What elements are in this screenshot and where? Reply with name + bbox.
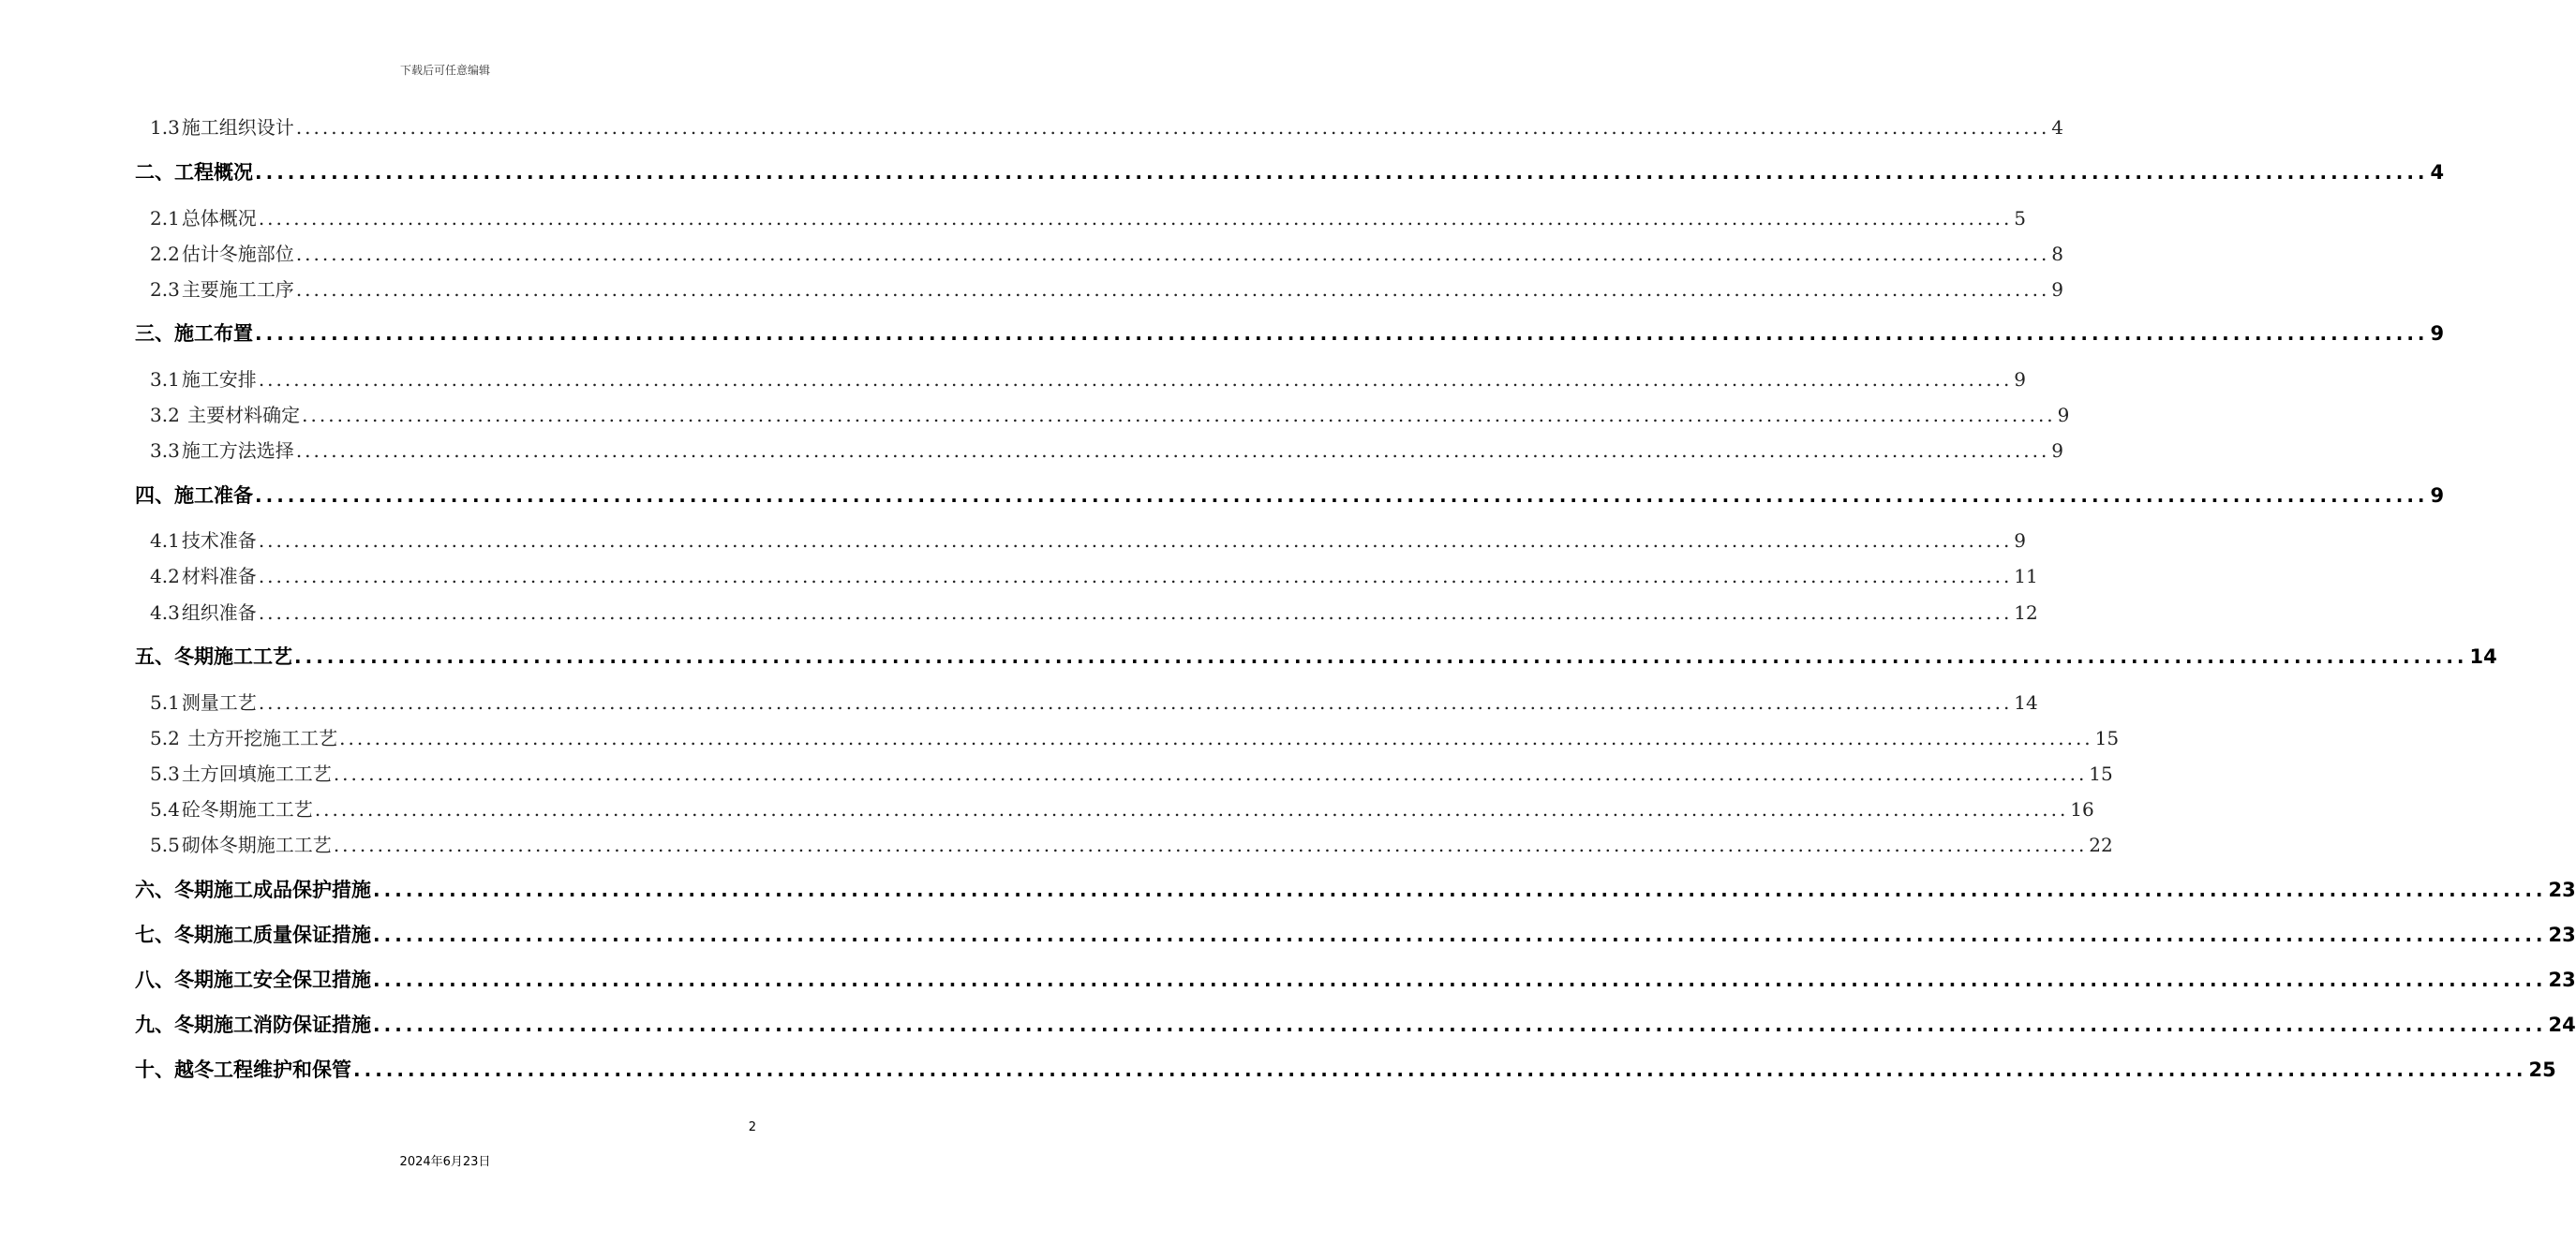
toc-entry-number: 5.1: [150, 691, 180, 714]
toc-entry-number: 三、: [135, 322, 174, 345]
toc-entry-number: 3.3: [150, 439, 180, 462]
toc-entry-title: 主要施工工序: [181, 278, 294, 301]
toc-entry-title: 冬期施工安全保卫措施: [174, 969, 371, 991]
toc-entry-number: 八、: [135, 969, 174, 991]
toc-dot-leader: ........................................................................................................................................................................................................: [255, 322, 2429, 345]
toc-entry[interactable]: [135, 318, 2445, 347]
toc-dot-leader: ........................................................................................................................................................................................................: [295, 278, 2050, 301]
toc-entry-number: 3.1: [150, 368, 180, 391]
toc-entry[interactable]: [150, 112, 2064, 140]
toc-entry-number: 5.2: [150, 727, 180, 749]
toc-entry-page: 16: [2070, 798, 2094, 821]
toc-entry[interactable]: [150, 239, 2064, 266]
toc-entry-title: 冬期施工消防保证措施: [174, 1014, 371, 1036]
toc-dot-leader: ........................................................................................................................................................................................................: [258, 529, 2013, 552]
toc-dot-leader: ........................................................................................................................................................................................................: [295, 243, 2050, 265]
toc-entry-page: 4: [2430, 161, 2445, 184]
toc-entry-number: 2.3: [150, 278, 180, 301]
toc-dot-leader: ........................................................................................................................................................................................................: [373, 969, 2547, 991]
toc-entry-title: 施工方法选择: [181, 439, 294, 462]
toc-entry-number: 4.3: [150, 601, 180, 624]
toc-entry[interactable]: [150, 203, 2027, 230]
toc-entry-page: 22: [2089, 834, 2113, 856]
toc-entry-title: 冬期施工质量保证措施: [174, 924, 371, 946]
toc-entry-page: 15: [2089, 763, 2113, 785]
toc-entry-number: 十、: [135, 1059, 174, 1081]
toc-entry[interactable]: [135, 481, 2445, 509]
toc-entry-title: 技术准备: [181, 529, 257, 552]
toc-entry-title: 总体概况: [181, 207, 257, 230]
toc-entry[interactable]: [150, 436, 2064, 463]
toc-dot-leader: ........................................................................................................................................................................................................: [295, 116, 2050, 139]
toc-dot-leader: ........................................................................................................................................................................................................: [302, 404, 2056, 426]
toc-entry-title: 施工安排: [181, 368, 257, 391]
toc-entry-page: 4: [2051, 116, 2064, 139]
toc-entry-title: 材料准备: [181, 565, 257, 587]
toc-entry-title: 土方开挖施工工艺: [181, 727, 338, 749]
toc-entry-page: 8: [2051, 243, 2064, 265]
toc-entry-title: 工程概况: [174, 161, 253, 184]
toc-entry[interactable]: [150, 364, 2027, 392]
toc-entry[interactable]: [135, 965, 2576, 993]
toc-entry-title: 估计冬施部位: [181, 243, 294, 265]
toc-entry-number: 二、: [135, 161, 174, 184]
toc-entry-page: 12: [2014, 601, 2038, 624]
toc-entry-page: 23: [2548, 879, 2576, 901]
toc-entry-title: 砼冬期施工工艺: [181, 798, 313, 821]
toc-entry-number: 2.1: [150, 207, 180, 230]
toc-dot-leader: ........................................................................................................................................................................................................: [295, 439, 2050, 462]
toc-dot-leader: ........................................................................................................................................................................................................: [255, 161, 2429, 184]
toc-dot-leader: ........................................................................................................................................................................................................: [258, 691, 2013, 714]
toc-entry-title: 施工布置: [174, 322, 253, 345]
toc-entry[interactable]: [150, 274, 2064, 302]
toc-entry-title: 施工组织设计: [181, 116, 294, 139]
toc-entry-page: 9: [2014, 529, 2027, 552]
toc-entry-page: 9: [2430, 322, 2445, 345]
page-header: 下载后可任意编辑: [399, 64, 490, 77]
toc-entry-title: 越冬工程维护和保管: [174, 1059, 351, 1081]
toc-entry-page: 23: [2548, 924, 2576, 946]
toc-entry-number: 4.1: [150, 529, 180, 552]
toc-entry-number: 5.3: [150, 763, 180, 785]
toc-entry-number: 1.3: [150, 116, 180, 139]
toc-entry-number: 七、: [135, 924, 174, 946]
toc-entry[interactable]: [150, 723, 2120, 750]
toc-entry-title: 组织准备: [181, 601, 257, 624]
toc-entry[interactable]: [150, 794, 2094, 822]
toc-entry[interactable]: [150, 598, 2038, 625]
toc-dot-leader: ........................................................................................................................................................................................................: [333, 834, 2088, 856]
toc-entry[interactable]: [135, 920, 2576, 948]
toc-dot-leader: ........................................................................................................................................................................................................: [339, 727, 2093, 749]
toc-entry-page: 9: [2014, 368, 2027, 391]
toc-entry[interactable]: [135, 875, 2576, 903]
toc-dot-leader: ........................................................................................................................................................................................................: [314, 798, 2069, 821]
toc-entry-page: 11: [2014, 565, 2038, 587]
toc-entry-title: 主要材料确定: [181, 404, 301, 426]
toc-entry-title: 砌体冬期施工工艺: [181, 834, 332, 856]
toc-dot-leader: ........................................................................................................................................................................................................: [294, 645, 2468, 668]
toc-entry-page: 25: [2528, 1059, 2556, 1081]
toc-dot-leader: ........................................................................................................................................................................................................: [258, 207, 2013, 230]
toc-dot-leader: ........................................................................................................................................................................................................: [258, 601, 2013, 624]
toc-entry[interactable]: [135, 1055, 2556, 1083]
toc-entry[interactable]: [135, 642, 2497, 670]
toc-entry-number: 2.2: [150, 243, 180, 265]
toc-entry[interactable]: [150, 400, 2070, 427]
toc-entry-title: 测量工艺: [181, 691, 257, 714]
toc-entry[interactable]: [150, 759, 2113, 786]
toc-entry-page: 9: [2430, 484, 2445, 507]
page-number: 2: [748, 1120, 756, 1134]
toc-dot-leader: ........................................................................................................................................................................................................: [333, 763, 2088, 785]
toc-entry-page: 24: [2548, 1014, 2576, 1036]
toc-dot-leader: ........................................................................................................................................................................................................: [353, 1059, 2527, 1081]
toc-entry-number: 六、: [135, 879, 174, 901]
toc-entry-page: 9: [2057, 404, 2070, 426]
toc-entry-number: 3.2: [150, 404, 180, 426]
toc-dot-leader: ........................................................................................................................................................................................................: [255, 484, 2429, 507]
toc-entry-page: 15: [2094, 727, 2120, 749]
toc-entry-page: 9: [2051, 278, 2064, 301]
toc-dot-leader: ........................................................................................................................................................................................................: [258, 368, 2013, 391]
toc-entry-page: 9: [2051, 439, 2064, 462]
toc-entry-page: 14: [2014, 691, 2038, 714]
toc-dot-leader: ........................................................................................................................................................................................................: [373, 924, 2547, 946]
toc-entry-number: 5.5: [150, 834, 180, 856]
toc-dot-leader: ........................................................................................................................................................................................................: [258, 565, 2013, 587]
footer-date: 2024年6月23日: [399, 1155, 491, 1169]
toc-entry[interactable]: [150, 830, 2113, 857]
toc-entry-page: 23: [2548, 969, 2576, 991]
toc-entry[interactable]: [135, 1010, 2576, 1038]
toc-entry-number: 九、: [135, 1014, 174, 1036]
toc-entry-title: 施工准备: [174, 484, 253, 507]
toc-dot-leader: ........................................................................................................................................................................................................: [373, 1014, 2547, 1036]
toc-entry[interactable]: [150, 561, 2038, 588]
toc-entry[interactable]: [150, 688, 2038, 715]
toc-dot-leader: ........................................................................................................................................................................................................: [373, 879, 2547, 901]
toc-entry-number: 5.4: [150, 798, 180, 821]
toc-entry-number: 五、: [135, 645, 174, 668]
toc-entry-title: 冬期施工工艺: [174, 645, 292, 668]
toc-entry[interactable]: [150, 526, 2027, 553]
toc-entry-title: 土方回填施工工艺: [181, 763, 332, 785]
toc-entry-page: 14: [2469, 645, 2497, 668]
toc-entry[interactable]: [135, 157, 2445, 185]
toc-entry-number: 4.2: [150, 565, 180, 587]
toc-entry-number: 四、: [135, 484, 174, 507]
toc-entry-page: 5: [2014, 207, 2027, 230]
toc-entry-title: 冬期施工成品保护措施: [174, 879, 371, 901]
